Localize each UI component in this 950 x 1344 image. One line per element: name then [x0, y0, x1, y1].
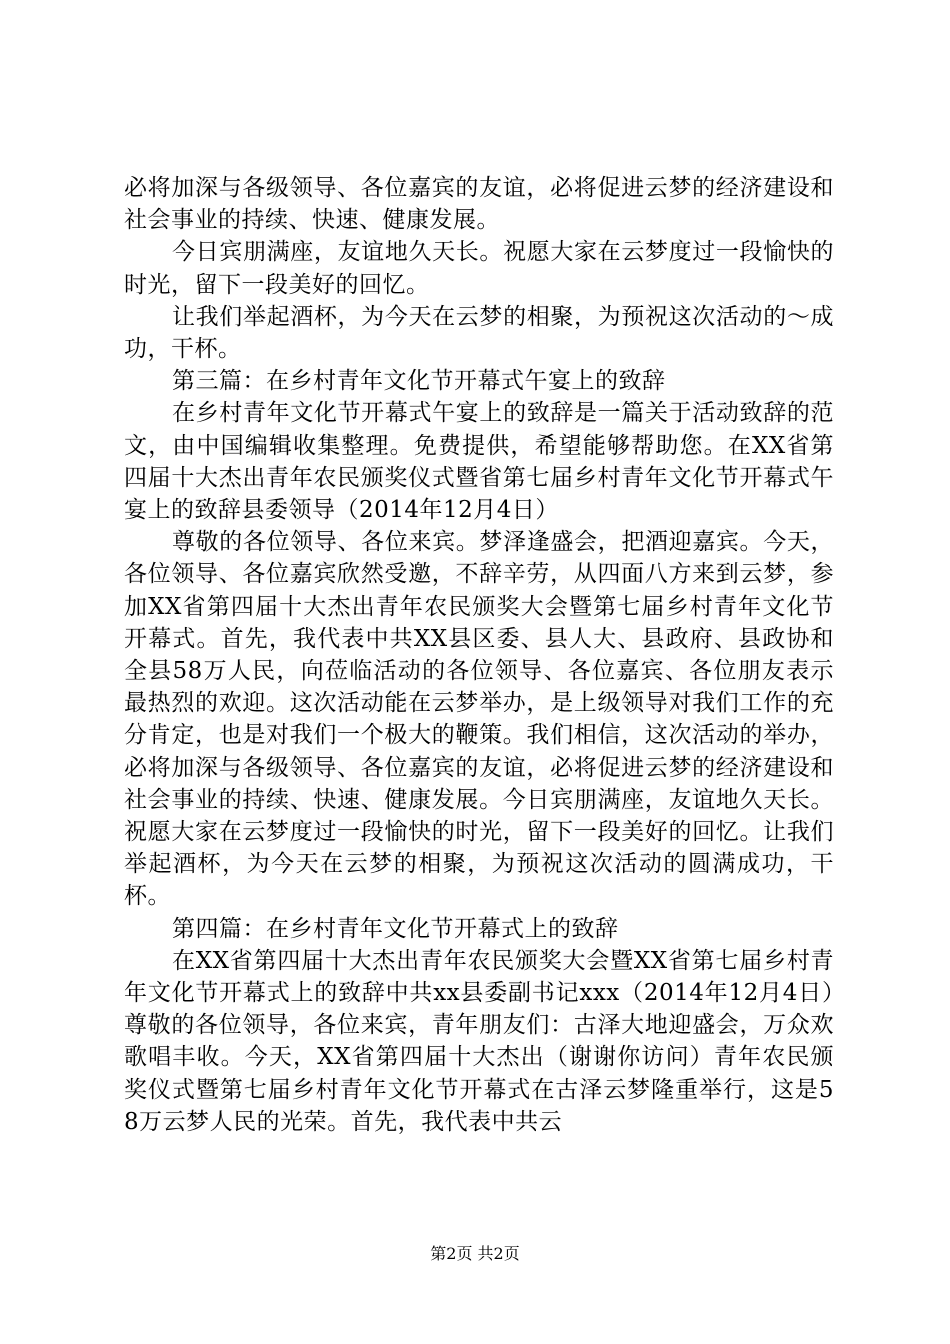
paragraph: 在乡村青年文化节开幕式午宴上的致辞是一篇关于活动致辞的范文，由中国编辑收集整理。免费提供，希望能够帮助您。在XX省第四届十大杰出青年农民颁奖仪式暨省第七届乡村青年文化节开幕式午宴上的致辞县委领导（2014年12月4日）	[124, 400, 834, 524]
paragraph: 必将加深与各级领导、各位嘉宾的友谊，必将促进云梦的经济建设和社会事业的持续、快速、健康发展。	[124, 175, 834, 234]
paragraph: 尊敬的各位领导、各位来宾。梦泽逢盛会，把酒迎嘉宾。今天，各位领导、各位嘉宾欣然受邀，不辞辛劳，从四面八方来到云梦，参加XX省第四届十大杰出青年农民颁奖大会暨第七届乡村青年文化节开幕式。首先，我代表中共XX县区委、县人大、县政府、县政协和全县58万人民，向莅临活动的各位领导、各位嘉宾、各位朋友表示最热烈的欢迎。这次活动能在云梦举办，是上级领导对我们工作的充分肯定，也是对我们一个极大的鞭策。我们相信，这次活动的举办，必将加深与各级领导、各位嘉宾的友谊，必将促进云梦的经济建设和社会事业的持续、快速、健康发展。今日宾朋满座，友谊地久天长。祝愿大家在云梦度过一段愉快的时光，留下一段美好的回忆。让我们举起酒杯，为今天在云梦的相聚，为预祝这次活动的圆满成功，干杯。	[124, 529, 834, 910]
paragraph: 在XX省第四届十大杰出青年农民颁奖大会暨XX省第七届乡村青年文化节开幕式上的致辞中共xx县委副书记xxx（2014年12月4日）尊敬的各位领导，各位来宾，青年朋友们：古泽大地迎盛会，万众欢歌唱丰收。今天，XX省第四届十大杰出（谢谢你访问）青年农民颁奖仪式暨第七届乡村青年文化节开幕式在古泽云梦隆重举行，这是58万云梦人民的光荣。首先，我代表中共云	[124, 947, 834, 1135]
section-heading: 第四篇：在乡村青年文化节开幕式上的致辞	[172, 915, 619, 942]
page-footer: 第2页 共2页	[430, 1244, 520, 1263]
section-heading: 第三篇：在乡村青年文化节开幕式午宴上的致辞	[172, 368, 666, 395]
paragraph: 让我们举起酒杯，为今天在云梦的相聚，为预祝这次活动的～成功，干杯。	[124, 303, 834, 363]
document-body	[124, 172, 834, 1138]
paragraph: 今日宾朋满座，友谊地久天长。祝愿大家在云梦度过一段愉快的时光，留下一段美好的回忆。	[124, 239, 834, 298]
